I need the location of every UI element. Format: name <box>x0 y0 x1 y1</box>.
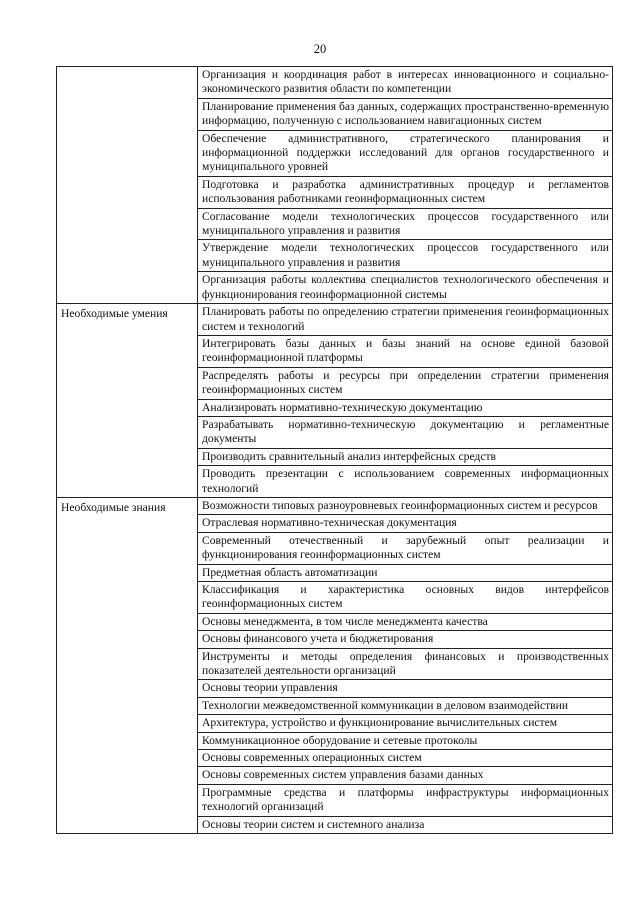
section-item: Согласование модели технологических процессов государственного или муниципального управления и развития <box>198 208 613 240</box>
section-item: Основы теории систем и системного анализа <box>198 816 613 833</box>
section-item: Классификация и характеристика основных видов интерфейсов геоинформационных систем <box>198 582 613 614</box>
competency-table-body <box>57 67 613 834</box>
section-item: Интегрировать базы данных и базы знаний на основе единой базовой геоинформационной платформы <box>198 335 613 367</box>
section-item: Архитектура, устройство и функционирование вычислительных систем <box>198 715 613 732</box>
section-item: Основы современных систем управления базами данных <box>198 767 613 784</box>
section-item: Технологии межведомственной коммуникации в деловом взаимодействии <box>198 697 613 714</box>
section-item: Основы современных операционных систем <box>198 750 613 767</box>
section-item: Разрабатывать нормативно-техническую документацию и регламентные документы <box>198 416 613 448</box>
section-item: Проводить презентации с использованием современных информационных технологий <box>198 466 613 498</box>
section-item: Основы теории управления <box>198 680 613 697</box>
section-label <box>57 67 198 304</box>
section-item: Производить сравнительный анализ интерфейсных средств <box>198 448 613 465</box>
section-item: Планирование применения баз данных, содержащих пространственно-временную информацию, полученную с использованием навигационных систем <box>198 98 613 130</box>
section-item: Инструменты и методы определения финансовых и производственных показателей деятельности организаций <box>198 648 613 680</box>
section-label: Необходимые умения <box>57 304 198 498</box>
competency-table <box>56 66 613 834</box>
section-item: Возможности типовых разноуровневых геоинформационных систем и ресурсов <box>198 497 613 514</box>
section-label: Необходимые знания <box>57 497 198 833</box>
section-item: Обеспечение административного, стратегического планирования и информационной поддержки исследований для органов государственного и муниципального уровней <box>198 130 613 176</box>
section-item: Планировать работы по определению стратегии применения геоинформационных систем и технологий <box>198 304 613 336</box>
section-item: Программные средства и платформы инфраструктуры информационных технологий организаций <box>198 784 613 816</box>
section-item: Анализировать нормативно-техническую документацию <box>198 399 613 416</box>
section-item: Подготовка и разработка административных процедур и регламентов использования работниками геоинформационных систем <box>198 176 613 208</box>
table-row <box>57 67 613 99</box>
section-item: Современный отечественный и зарубежный опыт реализации и функционирования геоинформационных систем <box>198 532 613 564</box>
section-item: Организация и координация работ в интересах инновационного и социально-экономического развития области по компетенции <box>198 67 613 99</box>
section-item: Основы менеджмента, в том числе менеджмента качества <box>198 613 613 630</box>
page-number: 20 <box>313 42 327 56</box>
section-item: Утверждение модели технологических процессов государственного или муниципального управления и развития <box>198 240 613 272</box>
section-item: Коммуникационное оборудование и сетевые протоколы <box>198 732 613 749</box>
section-item: Предметная область автоматизации <box>198 564 613 581</box>
section-item: Организация работы коллектива специалистов технологического обеспечения и функционирования геоинформационной системы <box>198 272 613 304</box>
table-row <box>57 497 613 514</box>
section-item: Отраслевая нормативно-техническая документация <box>198 515 613 532</box>
section-item: Основы финансового учета и бюджетирования <box>198 631 613 648</box>
section-item: Распределять работы и ресурсы при определении стратегии применения геоинформационных систем <box>198 367 613 399</box>
table-row <box>57 304 613 336</box>
